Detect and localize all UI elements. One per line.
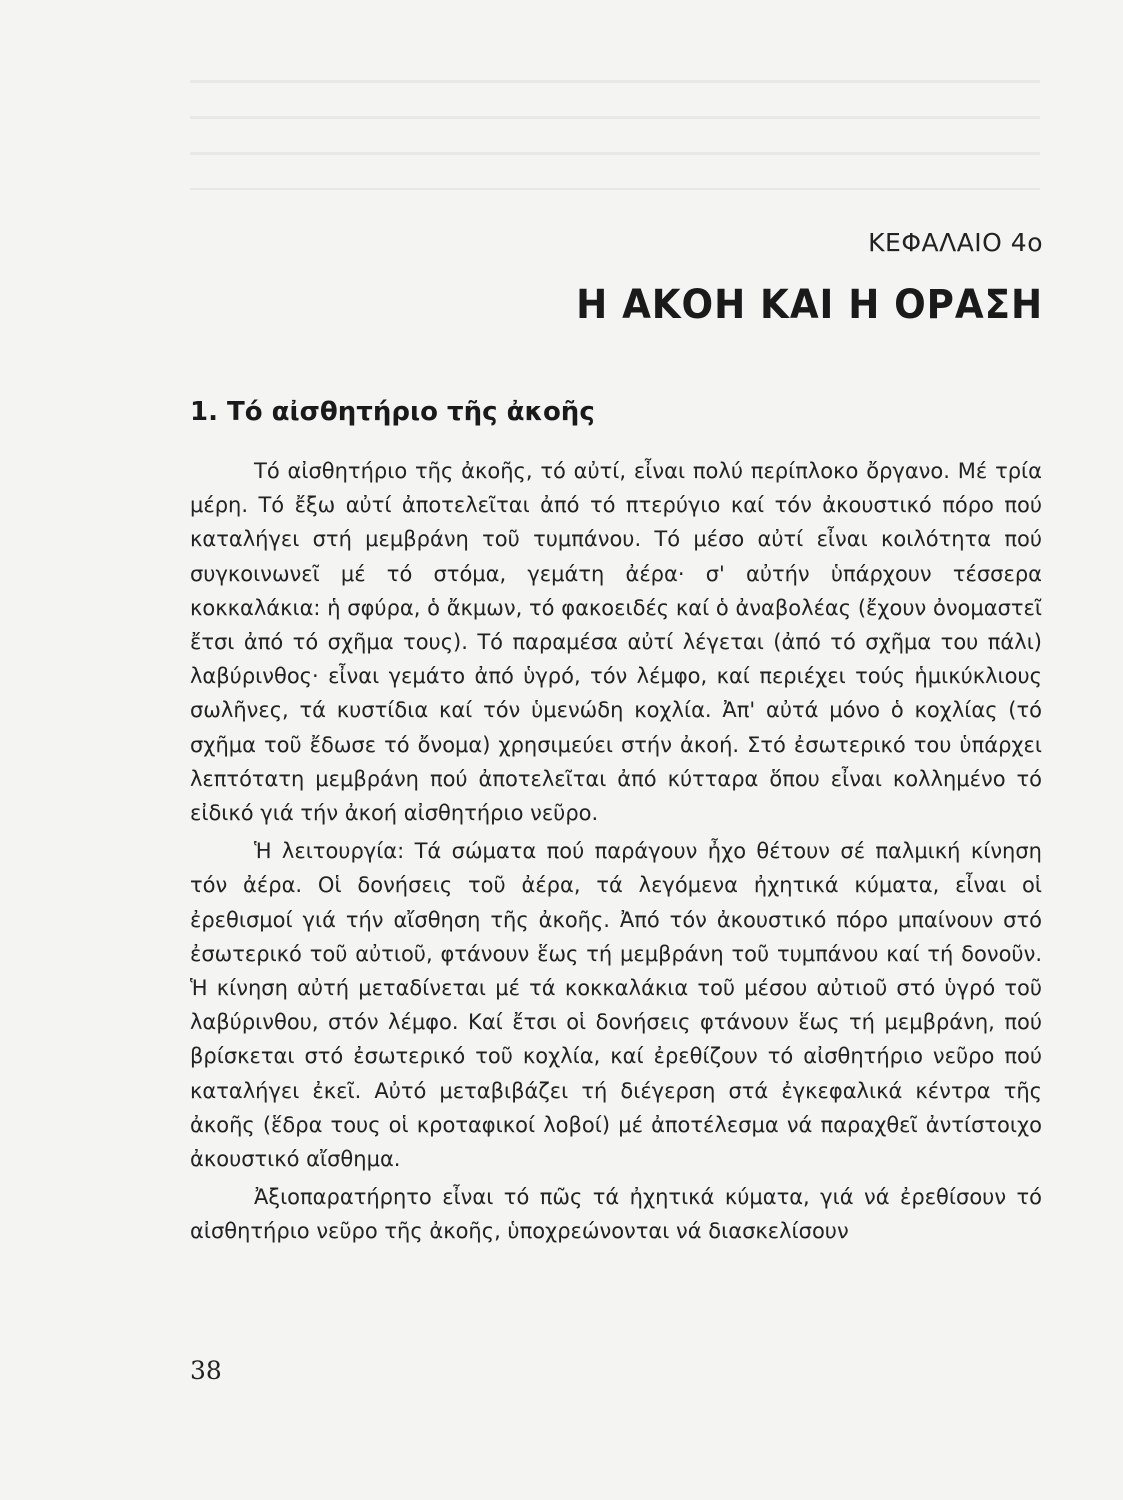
bleed-through-shadow xyxy=(190,80,1040,190)
chapter-label: ΚΕΦΑΛΑΙΟ 4ο xyxy=(868,228,1043,257)
page-number: 38 xyxy=(190,1356,222,1385)
section-heading: 1. Τό αἰσθητήριο τῆς ἀκοῆς xyxy=(190,397,595,427)
paragraph-ear-function: Ἡ λειτουργία: Τά σώματα πού παράγουν ἦχο θέτουν σέ παλμική κίνηση τόν ἀέρα. Οἱ δονήσεις τοῦ ἀέρα, τά λεγόμενα ἠχητικά κύματα, εἶναι οἱ ἐρεθισμοί γιά τήν αἴσθηση τῆς ἀκοῆς. Ἀπό τόν ἀκουστικό πόρο μπαίνουν στό ἐσωτερικό τοῦ αὐτιοῦ, φτάνουν ἕως τή μεμβράνη τοῦ τυμπάνου καί τή δονοῦν. Ἡ κίνηση αὐτή μεταδίνεται μέ τά κοκκαλάκια τοῦ μέσου αὐτιοῦ στό ὑγρό τοῦ λαβύρινθου, στόν λέμφο. Καί ἔτσι οἱ δονήσεις φτάνουν ἕως τή μεμβράνη, πού βρίσκεται στό ἐσωτερικό τοῦ κοχλία, καί ἐρεθίζουν τό αἰσθητήριο νεῦρο πού καταλήγει ἐκεῖ. Αὐτό μεταβιβάζει τή διέγερση στά ἐγκεφαλικά κέντρα τῆς ἀκοῆς (ἕδρα τους οἱ κροταφικοί λοβοί) μέ ἀποτέλεσμα νά παραχθεῖ ἀντίστοιχο ἀκουστικό αἴσθημα. xyxy=(190,839,1042,1172)
paragraph-sound-waves: Ἀξιοπαρατήρητο εἶναι τό πῶς τά ἠχητικά κύματα, γιά νά ἐρεθίσουν τό αἰσθητήριο νεῦρο τῆς ἀκοῆς, ὑποχρεώνονται νά διασκελίσουν xyxy=(190,1185,1042,1244)
body-text xyxy=(190,454,1042,1253)
chapter-title: Η ΑΚΟΗ ΚΑΙ Η ΟΡΑΣΗ xyxy=(576,282,1043,328)
paragraph-ear-anatomy: Τό αἰσθητήριο τῆς ἀκοῆς, τό αὐτί, εἶναι πολύ περίπλοκο ὄργανο. Μέ τρία μέρη. Τό ἔξω αὐτί ἀποτελεῖται ἀπό τό πτερύγιο καί τόν ἀκουστικό πόρο πού καταλήγει στή μεμβράνη τοῦ τυμπάνου. Τό μέσο αὐτί εἶναι κοιλότητα πού συγκοινωνεῖ μέ τό στόμα, γεμάτη ἀέρα· σ' αὐτήν ὑπάρχουν τέσσερα κοκκαλάκια: ἡ σφύρα, ὁ ἄκμων, τό φακοειδές καί ὁ ἀναβολέας (ἔχουν ὀνομαστεῖ ἔτσι ἀπό τό σχῆμα τους). Τό παραμέσα αὐτί λέγεται (ἀπό τό σχῆμα του πάλι) λαβύρινθος· εἶναι γεμάτο ἀπό ὑγρό, τόν λέμφο, καί περιέχει τούς ἡμικύκλιους σωλῆνες, τά κυστίδια καί τόν ὑμενώδη κοχλία. Ἀπ' αὐτά μόνο ὁ κοχλίας (τό σχῆμα τοῦ ἔδωσε τό ὄνομα) χρησιμεύει στήν ἀκοή. Στό ἐσωτερικό του ὑπάρχει λεπτότατη μεμβράνη πού ἀποτελεῖται ἀπό κύτταρα ὅπου εἶναι κολλημένο τό εἰδικό γιά τήν ἀκοή αἰσθητήριο νεῦρο. xyxy=(190,459,1042,826)
